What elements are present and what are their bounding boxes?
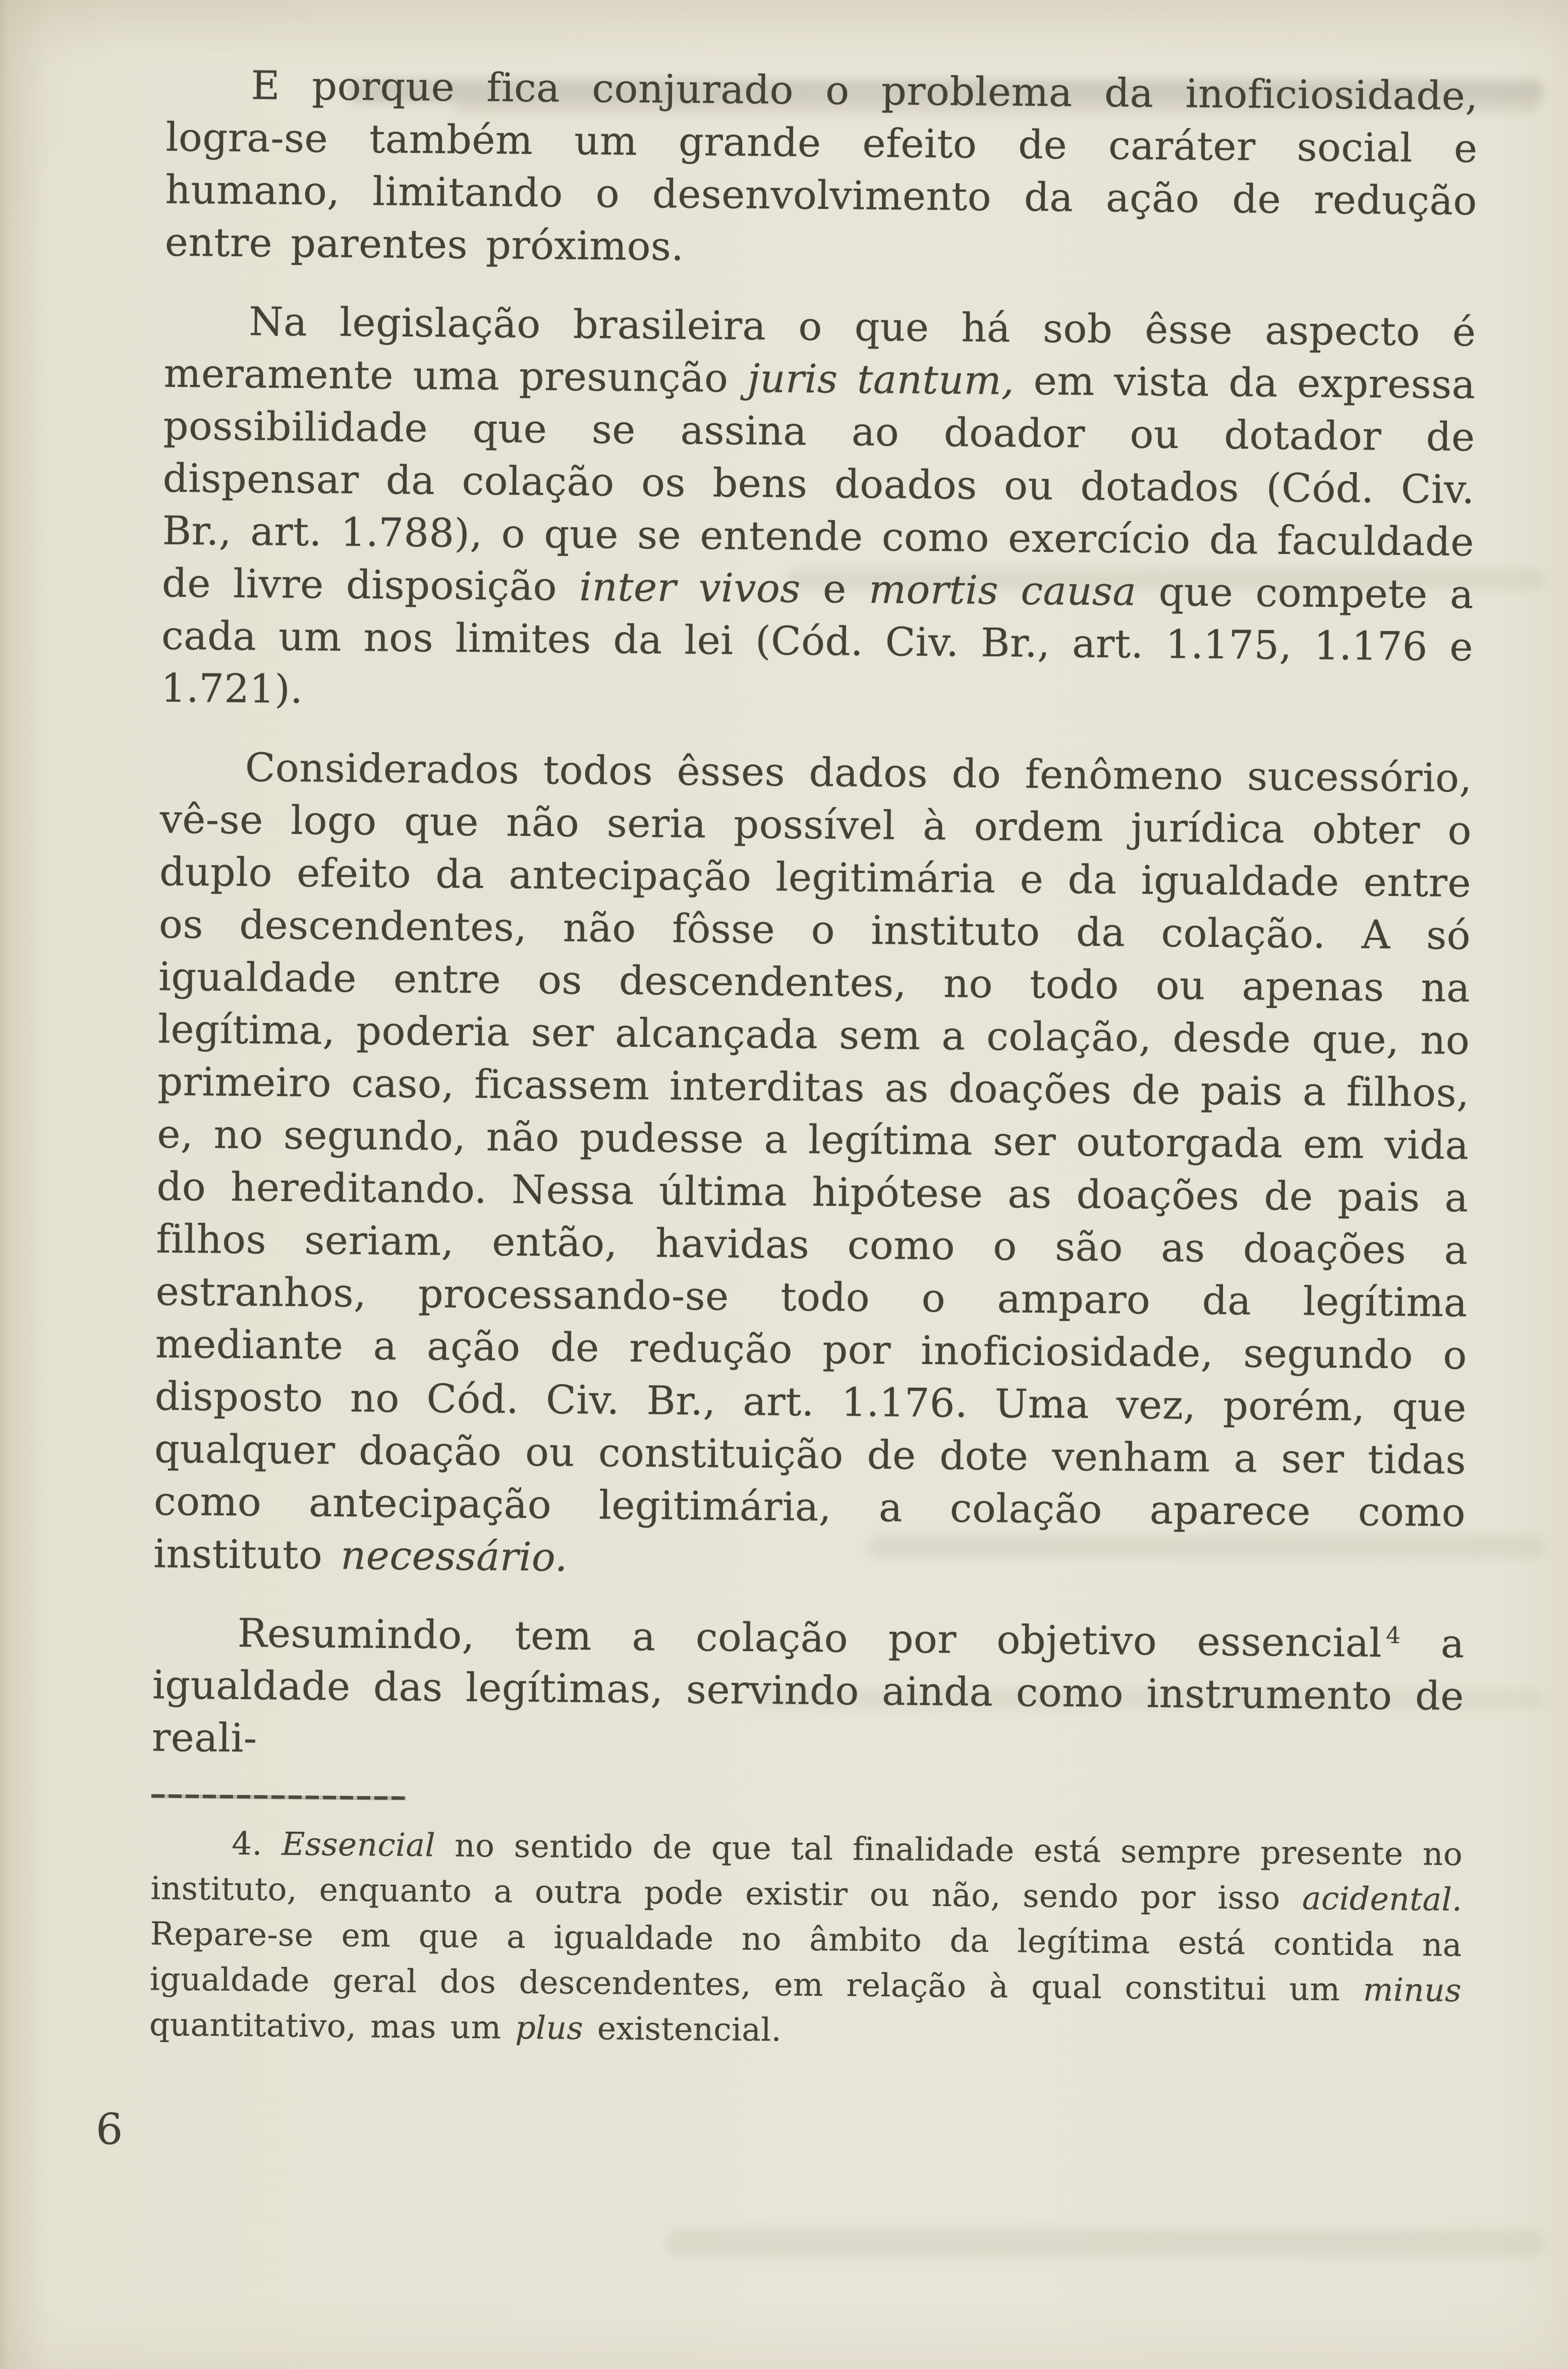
text-run: Na legislação brasileira o que há sob êsse aspecto é meramente uma presunção [163, 299, 1476, 402]
footnote [149, 1821, 1463, 2059]
text-run: inter vivos [579, 564, 801, 612]
footnote-paragraph [149, 1821, 1463, 2059]
text-run: Resumindo, tem a colação por objetivo essencial [237, 1611, 1382, 1666]
footnote-separator [151, 1794, 406, 1800]
text-run: e [800, 566, 869, 612]
text-run: necessário. [340, 1533, 568, 1581]
page-number: 6 [96, 2105, 123, 2154]
text-run: mortis causa [868, 567, 1137, 615]
footnote-marker: 4 [1385, 1621, 1401, 1649]
text-run: minus [1363, 1971, 1462, 2009]
page-text-block [148, 59, 1478, 2240]
text-run: plus [515, 2009, 584, 2047]
text-run: no sentido de que tal finalidade está sempre presente no instituto, enquanto a outra pode existir ou não, sendo por isso [150, 1827, 1463, 1917]
page-left-edge-shading [0, 0, 55, 2369]
text-run: acidental. [1302, 1880, 1463, 1919]
paragraph [164, 59, 1478, 280]
paragraph [161, 295, 1476, 726]
paragraph [152, 1607, 1465, 1776]
text-run: Considerados todos êsses dados do fenômeno sucessório, vê-se logo que não seria possível à ordem jurídica obter o duplo efeito da antecipação legitimária e da igualdade entre os descendentes, não fôsse o instituto da colação. A só igualdade entre os descendentes, no todo ou apenas na legítima, poderia ser alcançada sem a colação, desde que, no primeiro caso, ficassem interditas as doações de pais a filhos, e, no segundo, não pudesse a legítima ser outorgada em vida do hereditando. Nessa última hipótese as doações de pais a filhos seriam, então, havidas como o são as doações a estranhos, processando-se todo o amparo da legítima mediante a ação de redução por inoficiosidade, segundo o disposto no Cód. Civ. Br., art. 1.176. Uma vez, porém, que qualquer doação ou constituição de dote venham a ser tidas como antecipação legitimária, a colação aparece como instituto [153, 745, 1473, 1578]
text-run: Repare-se em que a igualdade no âmbito da legítima está contida na igualdade geral dos descendentes, em relação à qual constitui um [149, 1915, 1462, 2008]
text-run: Essencial [282, 1825, 436, 1864]
text-run: que compete a cada um nos limites da lei (Cód. Civ. Br., art. 1.175, 1.176 e 1.721). [160, 569, 1474, 713]
text-run: juris tantum, [747, 356, 1015, 404]
paragraph [153, 741, 1472, 1592]
text-run: E porque fica conjurado o problema da inoficiosidade, logra-se também um grande efeito de caráter social e humano, limitando o desenvolvimento da ação de redução entre parentes próximos. [164, 63, 1478, 270]
text-run: existencial. [583, 2010, 782, 2049]
text-run: em vista da expressa possibilidade que se assina ao doador ou dotador de dispensar da colação os bens doados ou dotados (Cód. Civ. Br., art. 1.788), o que se entende como exercício da faculdade de livre disposição [161, 358, 1476, 610]
text-run: quantitativo, mas um [149, 2006, 516, 2046]
body-paragraphs [152, 59, 1478, 1776]
text-run: a igualdade das legítimas, servindo ainda como instrumento de reali- [151, 1621, 1465, 1762]
text-run: 4. [231, 1825, 282, 1863]
